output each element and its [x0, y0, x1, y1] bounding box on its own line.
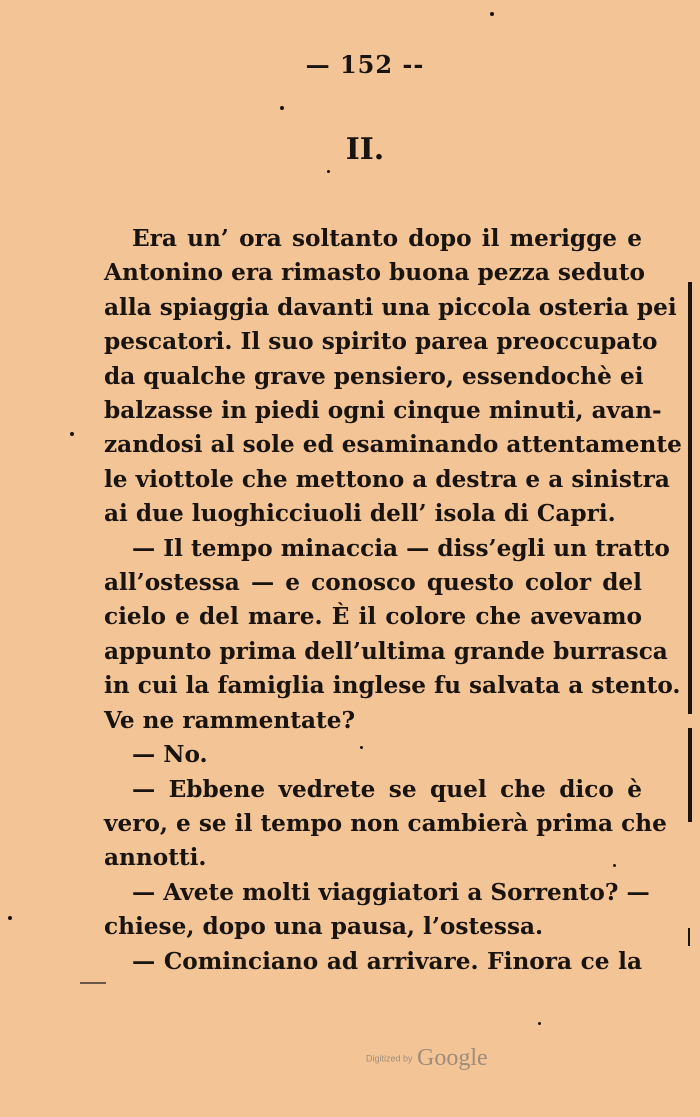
scan-speck: [538, 1022, 541, 1025]
scan-margin-bar: [688, 728, 692, 822]
text-line: — Ebbene vedrete se quel che dico è: [132, 775, 642, 803]
text-line: le viottole che mettono a destra e a sinistra: [104, 465, 670, 493]
scan-margin-bar: [688, 928, 690, 946]
page-number: — 152 --: [305, 50, 425, 79]
digitized-watermark: [366, 1045, 488, 1072]
text-line: — No.: [132, 741, 208, 769]
text-line: cielo e del mare. È il colore che avevamo: [104, 603, 642, 631]
text-line: pescatori. Il suo spirito parea preoccupato: [104, 328, 658, 356]
text-line: zandosi al sole ed esaminando attentamente: [104, 431, 682, 459]
text-line: annotti.: [104, 844, 207, 872]
text-line: Ve ne rammentate?: [104, 706, 356, 734]
scan-margin-bar: [688, 282, 692, 714]
scan-speck: [280, 106, 284, 110]
text-line: chiese, dopo una pausa, l’ostessa.: [104, 913, 544, 941]
text-line: alla spiaggia davanti una piccola osteria pei: [104, 293, 677, 321]
text-line: appunto prima dell’ultima grande burrasca: [104, 637, 668, 665]
text-line: — Avete molti viaggiatori a Sorrento? —: [132, 878, 650, 906]
scan-speck: [613, 864, 616, 867]
chapter-heading: II.: [345, 132, 385, 167]
text-line: — Cominciano ad arrivare. Finora ce la: [132, 947, 642, 975]
scan-speck: [360, 746, 363, 749]
scan-dash: [80, 982, 106, 984]
scan-speck: [70, 432, 74, 436]
scan-speck: [8, 916, 12, 920]
scan-speck: [327, 170, 330, 173]
body-text: [104, 222, 682, 979]
watermark-logo: Google: [416, 1045, 488, 1071]
text-line: all’ostessa — e conosco questo color del: [104, 569, 642, 597]
text-line: — Il tempo minaccia — diss’egli un tratto: [132, 534, 670, 562]
text-line: balzasse in piedi ogni cinque minuti, avan-: [104, 397, 662, 425]
text-line: Era un’ ora soltanto dopo il merigge e: [132, 225, 642, 252]
watermark-prefix: Digitized by: [366, 1053, 413, 1064]
text-line: Antonino era rimasto buona pezza seduto: [104, 259, 645, 287]
text-line: in cui la famiglia inglese fu salvata a stento.: [104, 672, 681, 700]
text-line: vero, e se il tempo non cambierà prima che: [104, 809, 667, 837]
scan-speck: [490, 12, 494, 16]
text-line: da qualche grave pensiero, essendochè ei: [104, 362, 644, 390]
text-line: ai due luoghicciuoli dell’ isola di Capri.: [104, 500, 616, 528]
